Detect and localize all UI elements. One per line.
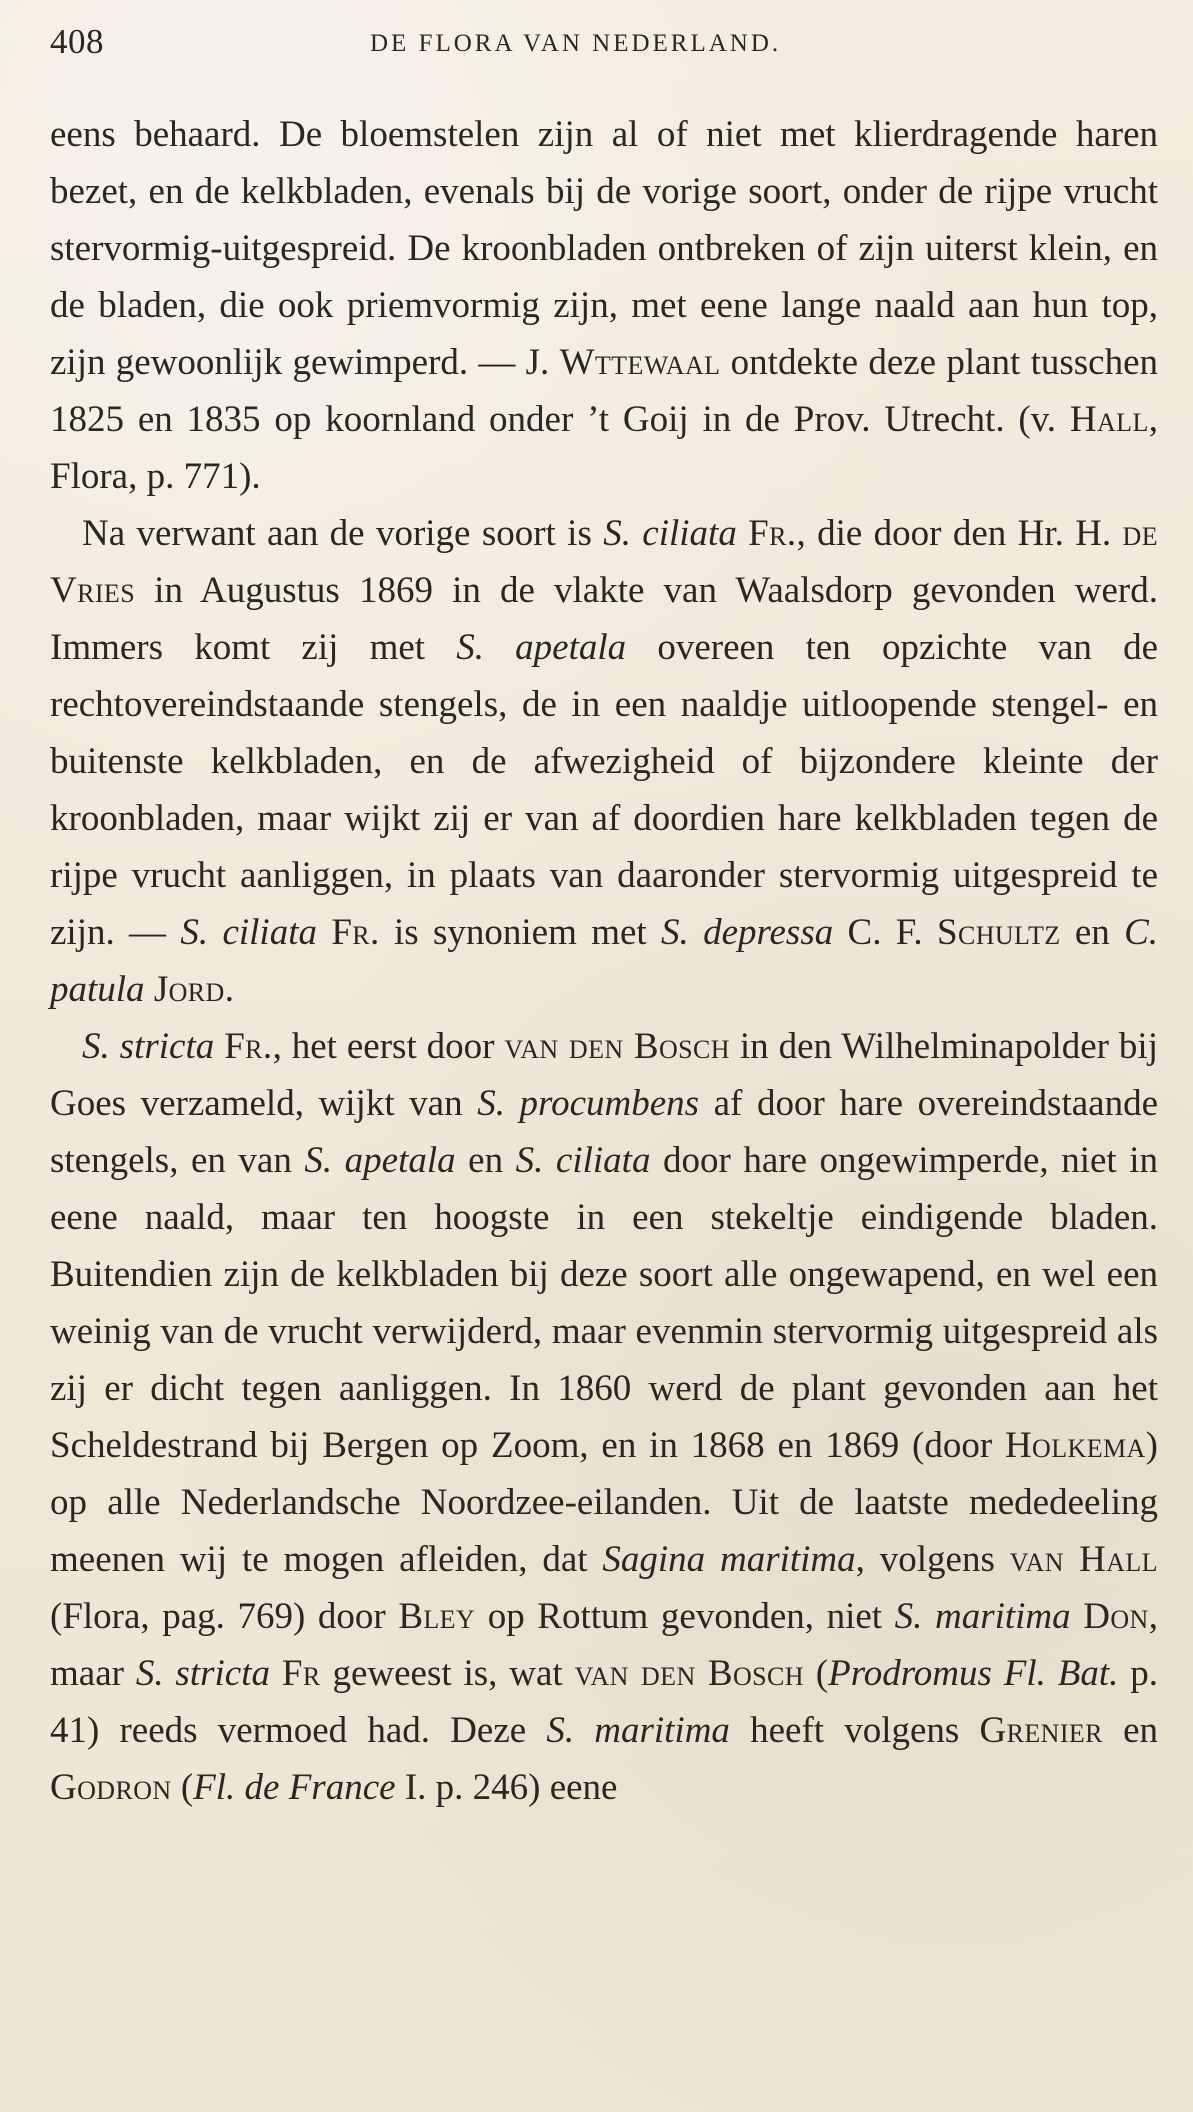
text-segment: (Flora, pag. 769) door — [50, 1596, 399, 1637]
text-segment: , het eerst door — [272, 1026, 505, 1067]
text-segment: S. ciliata — [515, 1140, 651, 1181]
text-segment: van Hall — [1009, 1539, 1158, 1580]
paragraph-1 — [50, 106, 1158, 505]
text-segment — [270, 1653, 282, 1694]
page-header — [50, 22, 1143, 62]
text-segment: en — [1102, 1710, 1158, 1751]
text-segment: in Augustus 1869 in de vlakte van Waalsdorp gevonden werd. Immers komt zij met — [50, 570, 1158, 668]
text-segment: S. procumbens — [477, 1083, 700, 1124]
text-segment: , maar — [50, 1596, 1158, 1694]
text-segment: Schultz — [936, 912, 1061, 953]
text-segment: Jord. — [153, 969, 235, 1010]
text-segment: , volgens — [855, 1539, 1010, 1580]
text-segment: af door hare overeindstaande stengels, en van — [50, 1083, 1159, 1181]
text-segment: , die door den Hr. H. — [796, 513, 1123, 554]
text-segment: I. p. 246) eene — [395, 1767, 618, 1808]
text-segment — [145, 969, 154, 1010]
text-segment — [737, 513, 748, 554]
text-segment: is synoniem met — [379, 912, 661, 953]
text-segment: Fl. de France — [193, 1767, 396, 1808]
text-segment: S. maritima — [894, 1596, 1071, 1637]
text-segment: van den Bosch — [574, 1653, 804, 1694]
text-segment: S. apetala — [456, 627, 627, 668]
text-segment: S. depressa — [661, 912, 834, 953]
text-segment: ontdekte deze plant tusschen 1825 en 1835 op koornland onder ’t Goij in de Prov. Utrecht. (v. — [50, 342, 1159, 440]
text-segment: Bley — [398, 1596, 476, 1637]
text-segment: Fr. — [748, 513, 797, 554]
paragraph-3 — [50, 1018, 1158, 1816]
text-segment — [317, 912, 331, 953]
page-number: 408 — [50, 22, 104, 61]
text-segment: p. 41) reeds vermoed had. Deze — [50, 1653, 1159, 1751]
text-segment: S. ciliata — [603, 513, 737, 554]
text-segment: geweest is, wat — [320, 1653, 575, 1694]
text-segment: de Vries — [50, 513, 1158, 611]
text-segment: S. ciliata — [180, 912, 317, 953]
text-segment: C. patula — [50, 912, 1159, 1010]
text-segment: , Flora, p. 771). — [50, 399, 1158, 497]
text-segment: Fr. — [224, 1026, 273, 1067]
text-segment: eens behaard. De bloemstelen zijn al of niet met klierdragende haren bezet, en de kelkbladen, evenals bij de vorige soort, onder de rijpe vrucht stervormig-uitgespreid. De kroonbladen ontbreken of zijn uiterst klein, en de bladen, die ook priemvormig zijn, met eene lange naald aan hun top, zijn gewoonlijk gewimperd. — J. — [50, 114, 1158, 383]
running-title: DE FLORA VAN NEDERLAND. — [370, 30, 782, 57]
text-segment: Fr — [281, 1653, 321, 1694]
text-segment: S. stricta — [135, 1653, 270, 1694]
text-segment — [214, 1026, 224, 1067]
document-body — [50, 106, 1158, 1816]
text-segment: S. apetala — [304, 1140, 456, 1181]
text-segment: Don — [1083, 1596, 1149, 1637]
text-segment: Godron — [50, 1767, 172, 1808]
text-segment: overeen ten opzichte van de rechtovereindstaande stengels, de in een naaldje uitloopende stengel- en buitenste kelkbladen, en de afwezigheid of bijzondere kleinte der kroonbladen, maar wijkt zij er van af doordien hare kelkbladen tegen de rijpe vrucht aanliggen, in plaats van daaronder stervormig uitgespreid te zijn. — — [50, 627, 1159, 953]
text-segment: Na verwant aan de vorige soort is — [82, 513, 604, 554]
text-segment: door hare ongewimperde, niet in eene naald, maar ten hoogste in een stekeltje eindigende bladen. Buitendien zijn de kelkbladen bij deze soort alle ongewapend, en wel een weinig van de vrucht verwijderd, maar evenmin stervormig uitgespreid als zij er dicht tegen aanliggen. In 1860 werd de plant gevonden aan het Scheldestrand bij Bergen op Zoom, en in 1868 en 1869 (door — [50, 1140, 1158, 1466]
text-segment: op Rottum gevonden, niet — [475, 1596, 895, 1637]
text-segment: heeft volgens — [729, 1710, 980, 1751]
text-segment: S. maritima — [546, 1710, 730, 1751]
text-segment: en — [1060, 912, 1125, 953]
text-segment: ) op alle Nederlandsche Noordzee-eilanden. Uit de laatste mededeeling meenen wij te mogen afleiden, dat — [50, 1425, 1158, 1580]
text-segment: C. F. — [833, 912, 937, 953]
text-segment: Sagina maritima — [602, 1539, 856, 1580]
text-segment: van den Bosch — [504, 1026, 730, 1067]
text-segment: Fr. — [331, 912, 380, 953]
text-segment: S. stricta — [82, 1026, 215, 1067]
text-segment: Wttewaal — [559, 342, 721, 383]
text-segment: ( — [803, 1653, 829, 1694]
text-segment: Hall — [1069, 399, 1149, 440]
text-segment: Holkema — [1004, 1425, 1146, 1466]
text-segment: ( — [171, 1767, 194, 1808]
text-segment: in den Wilhelminapolder bij Goes verzameld, wijkt van — [50, 1026, 1158, 1124]
text-segment — [1071, 1596, 1084, 1637]
text-segment: Grenier — [979, 1710, 1103, 1751]
text-segment: Prodromus Fl. Bat. — [828, 1653, 1119, 1694]
paragraph-2 — [50, 505, 1158, 1018]
text-segment: en — [455, 1140, 516, 1181]
